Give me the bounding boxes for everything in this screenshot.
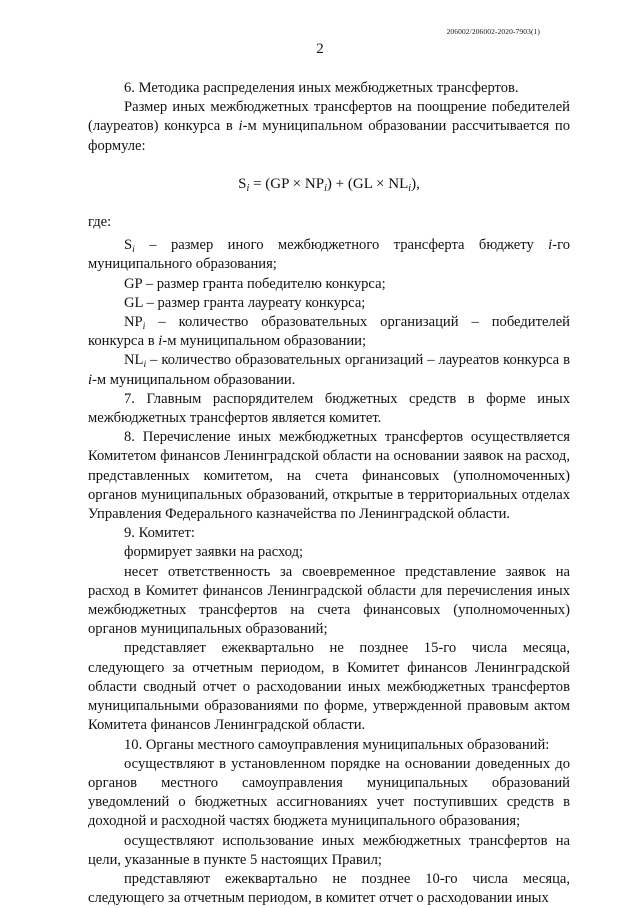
section-10-title: 10. Органы местного самоуправления муниципальных образований: — [124, 736, 550, 753]
definition-nl: $NL_i$ – количество образовательных организаций – лауреатов конкурса в i-м муниципальном образовании. — [88, 352, 570, 388]
document-body — [88, 79, 570, 908]
definition-gp: GP – размер гранта победителю конкурса; — [124, 275, 386, 292]
formula: $S_i = (GP \times NP_i) + (GL \times NL_i)$, — [238, 175, 420, 194]
page-number: 2 — [316, 41, 324, 57]
definition-s: $S_i$ – размер иного межбюджетного трансферта бюджету i-го муниципального образования; — [88, 237, 570, 273]
section-7: 7. Главным распорядителем бюджетных средств в форме иных межбюджетных трансфертов является комитет. — [88, 390, 570, 427]
section-9-item: несет ответственность за своевременное представление заявок на расход в Комитет финансов Ленинградской области для перечисления иных межбюджетных трансфертов на счета финансовых (уполномоченных) органов муниципальных образований; — [88, 563, 570, 638]
section-9-item: представляет ежеквартально не позднее 15-го числа месяца, следующего за отчетным периодом, в Комитет финансов Ленинградской области сводный отчет о расходовании иных межбюджетных трансфертов муниципальными образованиями по форме, утвержденной правовым актом Комитета финансов Ленинградской области. — [88, 640, 570, 734]
where-label: где: — [88, 214, 112, 231]
definition-np: $NP_i$ – количество образовательных организаций – победителей конкурса в i-м муниципальном образовании; — [88, 314, 570, 350]
section-10-item: представляют ежеквартально не позднее 10-го числа месяца, следующего за отчетным периодом, в комитет отчет о расходовании иных — [88, 870, 570, 907]
section-9-item: формирует заявки на расход; — [124, 544, 304, 561]
section-8: 8. Перечисление иных межбюджетных трансфертов осуществляется Комитетом финансов Ленинградской области на основании заявок на расход, представленных комитетом, на счета финансовых (уполномоченных) органов муниципальных образований, открытые в территориальных отделах Управления Федерального казначейства по Ленинградской области. — [88, 429, 570, 523]
section-6-title: 6. Методика распределения иных межбюджетных трансфертов. — [124, 80, 519, 96]
section-10-item: осуществляют использование иных межбюджетных трансфертов на цели, указанные в пункте 5 настоящих Правил; — [88, 832, 570, 868]
section-10-item: осуществляют в установленном порядке на основании доведенных до органов местного самоуправления муниципальных образований уведомлений о бюджетных ассигнованиях учет поступивших средств в доходной и расходной частях бюджета муниципального образования; — [88, 755, 570, 830]
section-9-title: 9. Комитет: — [124, 525, 195, 542]
document-number: 206002/206002-2020-7903(1) — [446, 27, 540, 36]
section-6-intro: Размер иных межбюджетных трансфертов на поощрение победителей (лауреатов) конкурса в i-м муниципальном образовании рассчитывается по формуле: — [88, 99, 570, 154]
definition-gl: GL – размер гранта лауреату конкурса; — [124, 294, 366, 311]
